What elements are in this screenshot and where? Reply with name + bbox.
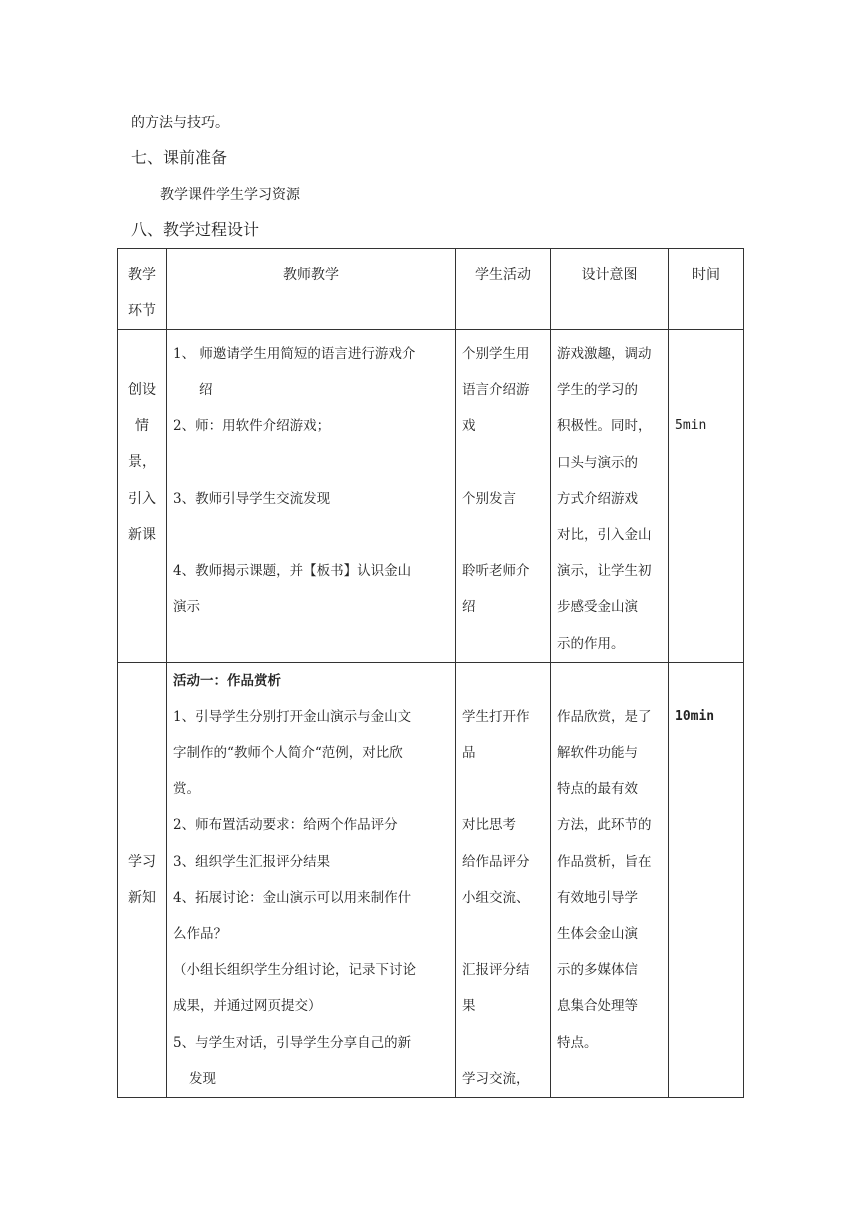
row1-stage-line: 新课 bbox=[128, 526, 156, 543]
header-stage-line2: 环节 bbox=[128, 303, 156, 319]
row2-intent-line: 息集合处理等 bbox=[557, 998, 638, 1015]
row1-intent-line: 步感受金山演 bbox=[557, 599, 638, 616]
row2-intent-line: 作品赏析，旨在 bbox=[557, 853, 652, 870]
row2-student-line: 果 bbox=[462, 998, 476, 1015]
row2-student-line: 学习交流， bbox=[462, 1070, 530, 1087]
row1-intent-line: 对比，引入金山 bbox=[557, 526, 652, 543]
row1-teacher-line bbox=[173, 445, 449, 481]
table-row bbox=[118, 330, 744, 663]
row2-teacher-cell bbox=[167, 662, 456, 1097]
header-teacher bbox=[167, 249, 456, 330]
row2-student-line bbox=[462, 1025, 544, 1061]
row1-intent-line: 演示，让学生初 bbox=[557, 563, 652, 580]
row2-student-line: 学生打开作 bbox=[462, 708, 530, 725]
row1-student-cell bbox=[456, 330, 551, 663]
row2-teacher-line: 成果，并通过网页提交） bbox=[173, 998, 322, 1015]
row2-teacher-line: 2、师布置活动要求：给两个作品评分 bbox=[173, 817, 398, 834]
row1-stage-line: 引入 bbox=[128, 490, 156, 507]
table-header-row bbox=[118, 249, 744, 330]
row2-teacher-line: 3、组织学生汇报评分结果 bbox=[173, 853, 331, 870]
header-time bbox=[669, 249, 744, 330]
header-student-label: 学生活动 bbox=[475, 267, 531, 283]
row2-teacher-line: 5、与学生对话，引导学生分享自己的新 bbox=[173, 1034, 412, 1051]
row2-intent-line: 示的多媒体信 bbox=[557, 962, 638, 979]
intro-tail-text: 的方法与技巧。 bbox=[131, 115, 229, 131]
row2-intent-line: 特点的最有效 bbox=[557, 781, 638, 798]
row1-student-line: 语言介绍游 bbox=[462, 382, 530, 399]
row1-teacher-line: 演示 bbox=[173, 599, 200, 616]
header-time-label: 时间 bbox=[692, 267, 720, 283]
row2-intent-line: 作品欣赏，是了 bbox=[557, 708, 652, 725]
header-stage bbox=[118, 249, 167, 330]
teaching-process-table bbox=[117, 248, 744, 1098]
row1-student-line: 聆听老师介 bbox=[462, 563, 530, 580]
row2-intent-line: 有效地引导学 bbox=[557, 889, 638, 906]
section8-heading: 八、教学过程设计 bbox=[131, 220, 260, 239]
row2-student-line bbox=[462, 916, 544, 952]
row2-teacher-line: 赏。 bbox=[173, 781, 200, 798]
row1-student-line bbox=[462, 517, 544, 553]
row2-student-cell bbox=[456, 662, 551, 1097]
row1-stage-line: 创设 bbox=[128, 382, 156, 398]
row1-teacher-line: 绍 bbox=[199, 382, 213, 399]
row2-activity-title: 活动一：作品赏析 bbox=[173, 672, 281, 689]
row2-intent-line: 特点。 bbox=[557, 1034, 598, 1051]
row2-student-line bbox=[462, 771, 544, 807]
row2-teacher-line: 发现 bbox=[189, 1070, 216, 1087]
row2-stage-line: 学习 bbox=[128, 853, 156, 870]
row1-stage-line: 景， bbox=[128, 454, 156, 471]
row2-intent-line bbox=[557, 663, 662, 699]
header-student bbox=[456, 249, 551, 330]
header-teacher-label: 教师教学 bbox=[283, 267, 339, 283]
header-stage-line1: 教学 bbox=[128, 267, 156, 283]
row2-teacher-line: 1、引导学生分别打开金山演示与金山文 bbox=[173, 708, 412, 725]
row1-student-line: 个别发言 bbox=[462, 490, 516, 507]
row2-time-cell bbox=[669, 662, 744, 1097]
row1-stage-line: 情 bbox=[135, 418, 149, 435]
row1-time-cell bbox=[669, 330, 744, 663]
row2-teacher-line: 字制作的“教师个人简介“范例，对比欣 bbox=[173, 745, 403, 762]
row1-teacher-cell bbox=[167, 330, 456, 663]
section7-heading: 七、课前准备 bbox=[131, 148, 228, 167]
row1-teacher-line: 3、教师引导学生交流发现 bbox=[173, 490, 331, 507]
row2-stage-cell bbox=[118, 662, 167, 1097]
row1-teacher-line bbox=[173, 517, 449, 553]
row2-intent-cell bbox=[551, 662, 669, 1097]
row1-intent-line: 游戏激趣，调动 bbox=[557, 346, 652, 362]
header-intent-label: 设计意图 bbox=[581, 267, 638, 283]
section7-content: 教学课件学生学习资源 bbox=[160, 187, 300, 203]
row1-student-line bbox=[462, 445, 544, 481]
row1-teacher-line: 1、 师邀请学生用简短的语言进行游戏介 bbox=[173, 346, 416, 362]
row1-teacher-line: 2、师：用软件介绍游戏； bbox=[173, 418, 331, 435]
row1-teacher-line: 4、教师揭示课题，并【板书】认识金山 bbox=[173, 563, 412, 580]
row1-intent-line: 学生的学习的 bbox=[557, 382, 638, 399]
row2-intent-line: 解软件功能与 bbox=[557, 745, 638, 762]
row1-intent-line: 方式介绍游戏 bbox=[557, 490, 638, 507]
row2-student-line: 品 bbox=[462, 745, 476, 762]
row1-intent-line: 积极性。同时， bbox=[557, 418, 652, 435]
row2-teacher-line: 4、拓展讨论：金山演示可以用来制作什 bbox=[173, 889, 412, 906]
row1-intent-line: 口头与演示的 bbox=[557, 454, 638, 471]
row2-teacher-line: 么作品？ bbox=[173, 926, 227, 942]
row1-student-line: 绍 bbox=[462, 599, 476, 616]
row1-student-line: 个别学生用 bbox=[462, 346, 530, 362]
row2-intent-line: 方法，此环节的 bbox=[557, 817, 652, 834]
row2-student-line: 汇报评分结 bbox=[462, 962, 530, 979]
row2-time-value: 10min bbox=[675, 708, 715, 724]
row2-student-line: 给作品评分 bbox=[462, 853, 530, 870]
row1-intent-line: 示的作用。 bbox=[557, 635, 625, 652]
row2-stage-line: 新知 bbox=[128, 889, 156, 906]
row2-student-line: 小组交流、 bbox=[462, 889, 530, 906]
row2-student-line: 对比思考 bbox=[462, 817, 516, 834]
row1-stage-cell bbox=[118, 330, 167, 663]
table-row bbox=[118, 662, 744, 1097]
row1-student-line: 戏 bbox=[462, 418, 476, 435]
row2-teacher-line: （小组长组织学生分组讨论，记录下讨论 bbox=[173, 962, 416, 979]
row1-time-value: 5min bbox=[675, 418, 707, 433]
row2-student-line bbox=[462, 663, 544, 699]
row1-intent-cell bbox=[551, 330, 669, 663]
header-intent bbox=[551, 249, 669, 330]
row2-intent-line: 生体会金山演 bbox=[557, 926, 638, 942]
